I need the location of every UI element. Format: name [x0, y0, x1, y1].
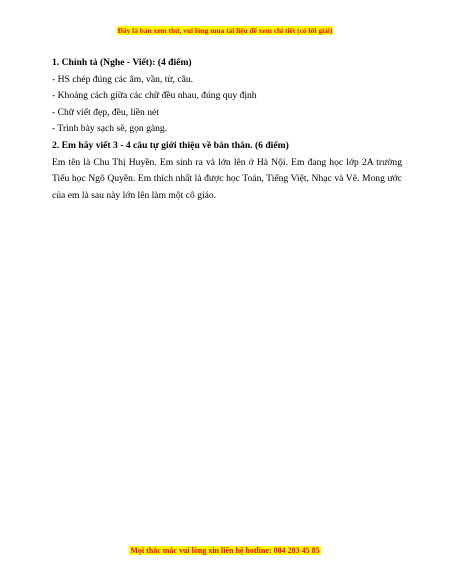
section-1-item: - Khoảng cách giữa các chữ đều nhau, đúng quy định — [52, 90, 257, 102]
document-body — [52, 55, 402, 204]
preview-notice-banner — [0, 26, 450, 36]
section-2-paragraph: Em tên là Chu Thị Huyền. Em sinh ra và lớn lên ở Hà Nội. Em đang học lớp 2A trường Tiểu học Ngô Quyền. Em thích nhất là được học Toán, Tiếng Việt, Nhạc và Vẽ. Mong ước của em là sau này lớn lên làm một cô giáo. — [52, 156, 402, 201]
section-1-item: - Chữ viết đẹp, đều, liền nét — [52, 106, 159, 118]
hotline-text: Mọi thắc mắc vui lòng xin liên hệ hotline: 084 283 45 85 — [130, 546, 320, 555]
section-1-item: - HS chép đúng các âm, vần, từ, câu. — [52, 73, 194, 85]
section-2-heading: 2. Em hãy viết 3 - 4 câu tự giới thiệu về bản thân. (6 điểm) — [52, 139, 289, 151]
preview-notice-text: Đây là bản xem thử, vui lòng mua tài liệu để xem chi tiết (có lời giải) — [117, 26, 333, 35]
hotline-banner — [0, 545, 450, 556]
section-1-item: - Trình bày sạch sẽ, gọn gàng. — [52, 123, 168, 135]
section-1-heading: 1. Chính tả (Nghe - Viết): (4 điểm) — [52, 57, 192, 68]
